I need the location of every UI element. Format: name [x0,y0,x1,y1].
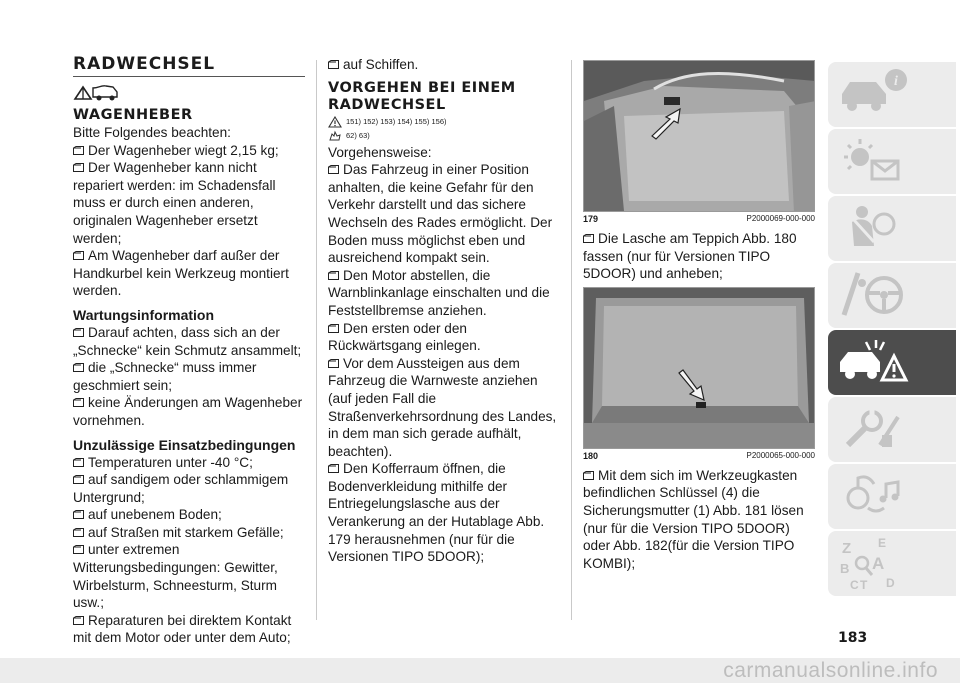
list-item-text: Mit dem sich im Werkzeugkasten befindlichen Schlüssel (4) die Sicherungsmutter (1) Abb. 181 lösen (nur für die Version TIPO 5DOOR) oder Abb. 182(für die Version TIPO KOMBI); [583,467,804,571]
list-item [73,142,305,160]
figure-number: 180 [583,450,599,461]
list-item-text: Der Wagenheber kann nicht repariert werden: im Schadensfall muss er durch einen anderen, originalen Wagenheber ersetzt werden; [73,160,276,246]
bullet-icon [328,464,339,473]
list-procedure [328,161,560,566]
bullet-icon [73,363,84,372]
watermark-bar [0,658,960,683]
trunk-floor-illustration [584,288,815,449]
bullet-icon [73,146,84,155]
svg-text:i: i [894,74,898,89]
title-rule [73,76,305,77]
index-letter: T [860,578,868,592]
list-item-text: auf Schiffen. [343,57,419,72]
bullet-icon [328,165,339,174]
list-item-text: Darauf achten, dass sich an der „Schnecke“ kein Schmutz ansammelt; [73,324,302,358]
bullet-icon [583,234,594,243]
tab-index[interactable] [828,531,956,596]
section-heading-jack: WAGENHEBER [73,107,193,123]
list-item [328,56,560,74]
bullet-icon [73,398,84,407]
tab-multimedia[interactable] [828,464,956,529]
list-maintenance [73,324,305,430]
bullet-icon [328,359,339,368]
list-item-text: unter extremen Witterungsbedingungen: Gewitter, Wirbelsturm, Schneesturm, Sturm usw.; [73,542,278,611]
intro-text: Bitte Folgendes beachten: [73,125,231,140]
list-item-text: Temperaturen unter -40 °C; [88,454,253,470]
column-divider [316,60,317,620]
watermark-text: carmanualsonline.info [723,659,938,682]
list-item [328,267,560,320]
list-item [73,612,305,647]
bullet-icon [328,324,339,333]
figure-180 [583,287,815,449]
section-heading-maintenance: Wartungsinformation [73,306,215,323]
tab-safety[interactable] [828,196,956,261]
list-conditions [73,454,305,648]
bullet-icon [73,528,84,537]
index-letter: C [850,578,859,592]
list-item [73,247,305,300]
index-letter: D [886,576,895,590]
list-item [328,355,560,461]
bullet-icon [73,251,84,260]
bullet-icon [583,471,594,480]
page-number: 183 [838,630,868,646]
figure-number: 179 [583,214,599,224]
warning-refs [328,116,560,128]
figure-179 [583,60,815,212]
figure-code: P2000065-000-000 [746,450,815,460]
tab-car-info[interactable] [828,62,956,127]
list-item-text: auf unebenem Boden; [88,507,222,523]
warning-triangle-icon [328,116,342,128]
figure-caption [583,451,815,461]
index-letter: E [878,536,887,550]
driving-icon [828,263,956,328]
list-item-text: keine Änderungen am Wagenheber vornehmen. [73,395,303,428]
bullet-icon [73,475,84,484]
figure-caption [583,214,815,224]
list-item-text: Den Motor abstellen, die Warnblinkanlage einschalten und die Feststellbremse anziehen. [328,267,550,318]
index-letter: A [872,554,885,573]
trunk-shelf-illustration [584,61,815,212]
warning-lights-icon [828,129,956,194]
notice-refs [328,130,560,142]
column-3 [583,60,815,572]
column-2 [328,56,560,566]
list-item-text: auf Straßen mit starkem Gefälle; [88,524,284,540]
list-item-text: Den ersten oder den Rückwärtsgang einlegen. [328,320,481,354]
warning-refs-text: 151) 152) 153) 154) 155) 156) [346,116,447,126]
bullet-icon [73,163,84,172]
list-item [73,324,305,359]
section-heading-conditions: Unzulässige Einsatzbedingungen [73,436,296,453]
list-jack [73,142,305,300]
list-item [328,460,560,566]
column-divider [571,60,572,620]
list-item-text: die „Schnecke“ muss immer geschmiert sein; [73,360,257,393]
notice-refs-text: 62) 63) [346,130,370,140]
bullet-icon [73,616,84,625]
section-heading-procedure: VORGEHEN BEI EINEM RADWECHSEL [328,79,516,113]
list-item-text: Am Wagenheber darf außer der Handkurbel kein Werkzeug montiert werden. [73,248,289,299]
column-1 [73,54,305,647]
page-title: RADWECHSEL [73,54,216,74]
list-item-text: Die Lasche am Teppich Abb. 180 fassen (nur für Versionen TIPO 5DOOR) und anheben; [583,231,797,282]
procedure-intro: Vorgehensweise: [328,144,432,160]
safety-icon [828,196,956,261]
tab-driving[interactable] [828,263,956,328]
jack-icon [73,83,121,103]
emergency-icon [828,330,956,395]
list-item [73,541,305,611]
list-item [583,230,815,283]
bullet-icon [328,60,339,69]
index-letter: B [840,561,850,576]
list-item [73,471,305,506]
list-item [328,320,560,355]
list-item [73,524,305,542]
list-item [73,506,305,524]
figure-code: P2000069-000-000 [746,214,815,223]
bullet-icon [73,458,84,467]
index-icon [828,531,956,596]
list-item-text: Reparaturen bei direktem Kontakt mit dem Motor oder unter dem Auto; [73,612,292,646]
bullet-icon [328,271,339,280]
list-item-text: Der Wagenheber wiegt 2,15 kg; [88,142,279,158]
tab-warning-lights[interactable] [828,129,956,194]
tab-emergency[interactable] [828,330,956,395]
list-item-text: auf sandigem oder schlammigem Untergrund; [73,472,289,505]
list-item-text: Den Kofferraum öffnen, die Bodenverkleidung mithilfe der Entriegelungslasche aus der Verankerung an der Hutablage Abb. 179 herausnehmen (nur für die Versionen TIPO 5DOOR); [328,461,545,565]
list-item [328,161,560,267]
car-info-icon [828,62,956,127]
tab-maintenance[interactable] [828,397,956,462]
list-item [73,359,305,394]
list-item [73,394,305,429]
list-item [73,159,305,247]
list-item [583,467,815,573]
multimedia-icon [828,464,956,529]
bullet-icon [73,510,84,519]
bullet-icon [73,545,84,554]
list-item-text: Vor dem Aussteigen aus dem Fahrzeug die Warnweste anziehen (auf jeden Fall die Straßenverkehrsordnung des Landes, in dem man sich gerade aufhält, beachten). [328,355,557,459]
caution-hand-icon [328,130,342,142]
maintenance-icon [828,397,956,462]
list-item-text: Das Fahrzeug in einer Position anhalten, die keine Gefahr für den Verkehr darstellt und das sichere Wechseln des Rades ermöglicht. Der Boden muss möglichst eben und ausreichend kompakt sein. [328,162,553,266]
list-item [73,454,305,472]
bullet-icon [73,328,84,337]
index-letter: Z [842,540,852,557]
